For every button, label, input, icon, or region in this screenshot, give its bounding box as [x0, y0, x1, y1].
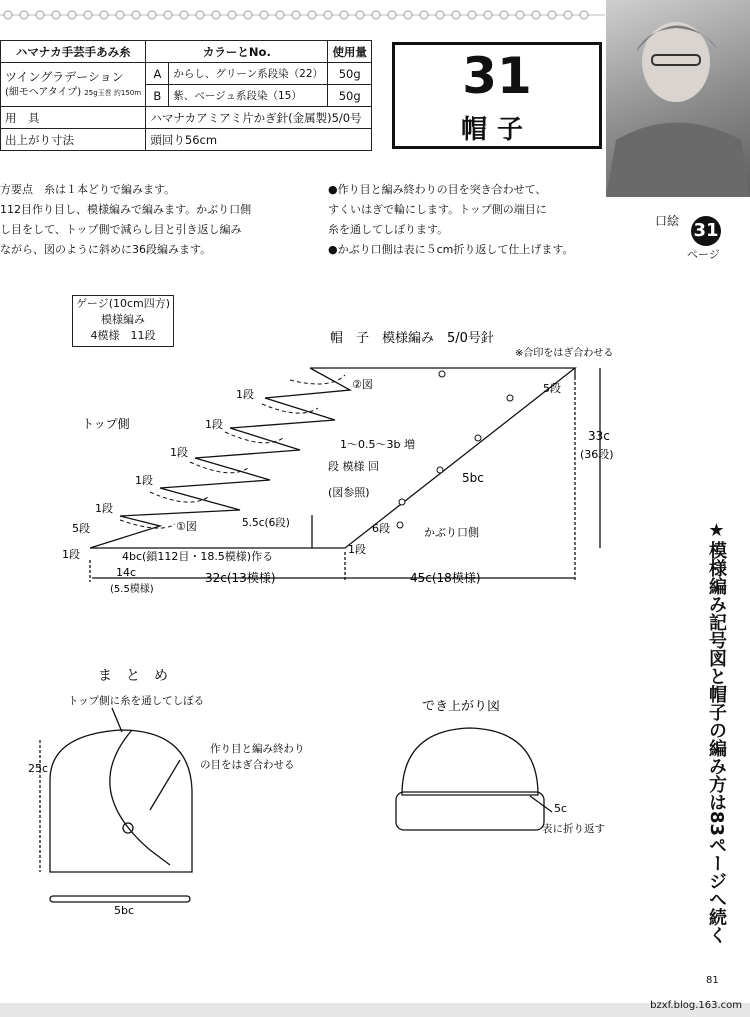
tool-value: ハマナカアミアミ片かぎ針(金属製)5/0号	[146, 107, 372, 129]
flower-icon	[580, 11, 588, 19]
color-key-a: A	[146, 63, 169, 85]
step-line	[230, 398, 335, 428]
note-line: ながら、図のように斜めに36段編みます。	[0, 243, 212, 256]
side-note: ★模様編み記号図と帽子の編み方は83ページへ続く	[706, 520, 727, 945]
flower-icon	[52, 11, 60, 19]
dim-32: 32c(13模様)	[205, 571, 276, 585]
row-label: 1段	[135, 474, 153, 487]
notes-right	[328, 180, 618, 260]
flower-icon	[20, 11, 28, 19]
size-label: 出上がり寸法	[1, 129, 146, 151]
seam-line	[110, 730, 170, 865]
sweater-shape	[606, 123, 750, 198]
color-b: 紫、ベージュ系段染（15）	[169, 85, 328, 107]
note-line: 糸を通してしぼります。	[328, 223, 449, 236]
hat-crown-shape	[402, 728, 538, 795]
six-rows-label: 6段	[372, 522, 390, 535]
pointer-line	[150, 760, 180, 810]
dim-55: (5.5模様)	[110, 584, 154, 595]
flower-icon	[452, 11, 460, 19]
summary-diagram	[0, 660, 360, 920]
flower-icon	[36, 11, 44, 19]
note-line: ●作り目と編み終わりの目を突き合わせて、	[328, 183, 547, 196]
flower-icon	[228, 11, 236, 19]
color-key-b: B	[146, 85, 169, 107]
flower-icon	[244, 11, 252, 19]
height-33: 33c	[588, 429, 610, 443]
flower-icon	[500, 11, 508, 19]
step-line	[120, 488, 240, 516]
flower-icon	[260, 11, 268, 19]
flower-icon	[436, 11, 444, 19]
cast-on-label: 4bc(鎖112目・18.5模様)作る	[122, 550, 274, 563]
size-value: 頭回り56cm	[146, 129, 372, 151]
summary-top-note: トップ側に糸を通してしぼる	[68, 695, 205, 707]
join-mark-icon	[397, 522, 403, 528]
brim-side-label: かぶり口側	[424, 526, 479, 539]
flower-icon	[180, 11, 188, 19]
diagram-note: ※合印をはぎ合わせる	[515, 348, 614, 359]
hat-brim-shape	[396, 792, 544, 830]
note-line: 112目作り目し、模様編みで編みます。かぶり口側	[0, 203, 252, 216]
flower-icon	[484, 11, 492, 19]
step-line	[195, 428, 300, 458]
flower-icon	[388, 11, 396, 19]
dim-45: 45c(18模様)	[410, 571, 481, 585]
row-label: 1段	[95, 502, 113, 515]
flower-icon	[372, 11, 380, 19]
rows-36: (36段)	[580, 448, 614, 461]
flower-row-icon	[4, 11, 588, 19]
step-line	[90, 516, 160, 548]
summary-title: ま と め	[98, 668, 168, 684]
photo-ref-suffix: ページ	[687, 248, 720, 261]
photo-ref-number: 31	[693, 220, 719, 241]
top-side-label: トップ側	[82, 417, 130, 431]
gauge-line: 模様編み	[101, 313, 145, 326]
knitting-diagram	[0, 320, 680, 610]
join-mark-icon	[439, 371, 445, 377]
row-label: 1段	[62, 548, 80, 561]
note-line: し目をして、トップ側で減らし目と引き返し編み	[0, 223, 242, 236]
model-photo	[606, 0, 750, 197]
spec-row-size	[1, 129, 372, 151]
summary-join-note-1: 作り目と編み終わり	[210, 743, 305, 755]
spec-header-yarn: ハマナカ手芸手あみ糸	[1, 41, 146, 63]
photo-ref-prefix: 口絵	[655, 214, 680, 228]
flower-icon	[548, 11, 556, 19]
flower-icon	[164, 11, 172, 19]
pattern-label: 段 模様 回	[328, 460, 379, 473]
finished-title: でき上がり図	[422, 700, 501, 714]
flower-icon	[116, 11, 124, 19]
flower-icon	[84, 11, 92, 19]
note-line: すくいはぎで輪にします。トップ側の端目に	[328, 203, 547, 216]
flower-icon	[276, 11, 284, 19]
spec-row-tool	[1, 107, 372, 129]
increase-label: 1～0.5～3b 増	[340, 438, 415, 451]
gauge-line: 4模様 11段	[90, 329, 156, 342]
flower-icon	[148, 11, 156, 19]
flower-icon	[68, 11, 76, 19]
finished-dim: 5c	[554, 802, 568, 815]
flower-icon	[404, 11, 412, 19]
spec-row-a	[1, 63, 372, 85]
flower-icon	[100, 11, 108, 19]
decorative-border	[0, 0, 605, 30]
spec-table	[0, 40, 372, 151]
gauge-line: ゲージ(10cm四方)	[75, 297, 171, 310]
strip-shape	[50, 896, 190, 902]
title-box	[392, 42, 602, 149]
dim-14: 14c	[116, 566, 137, 579]
pointer-line	[530, 796, 552, 812]
flower-icon	[516, 11, 524, 19]
summary-dim-25: 25c	[28, 762, 49, 775]
notes-left	[0, 180, 320, 260]
flower-icon	[420, 11, 428, 19]
amount-b: 50g	[328, 85, 372, 107]
flower-icon	[308, 11, 316, 19]
yarn-name: ツイングラデーション	[5, 69, 124, 84]
len-5bc: 5bc	[462, 471, 484, 485]
footer-bar	[0, 1003, 750, 1017]
dashed-curve	[120, 520, 175, 528]
refer-label: (図参照)	[328, 486, 370, 499]
amount-a: 50g	[328, 63, 372, 85]
row-label: 1段	[170, 446, 188, 459]
pointer-line	[112, 708, 122, 732]
color-a: からし、グリーン系段染（22）	[169, 63, 328, 85]
yarn-cell	[1, 63, 146, 107]
yarn-ball: 25g玉巻 約150m	[84, 88, 142, 97]
page-number: 81	[706, 975, 719, 986]
join-mark-icon	[507, 395, 513, 401]
tool-label: 用 具	[1, 107, 146, 129]
fig1-label: ①図	[176, 520, 197, 533]
height-label: 5.5c(6段)	[242, 517, 290, 529]
join-mark-icon	[437, 467, 443, 473]
photo-ref-badge	[691, 216, 721, 246]
flower-icon	[356, 11, 364, 19]
footer-text: bzxf.blog.163.com	[650, 1000, 742, 1011]
spec-header-color: カラーとNo.	[146, 41, 328, 63]
flower-icon	[4, 11, 12, 19]
pattern-title: 帽子	[460, 115, 533, 145]
finished-fold: 表に折り返す	[542, 823, 605, 835]
step-line	[160, 458, 270, 488]
note-line: 方要点 糸は１本どりで編みます。	[0, 183, 176, 196]
hat-outline	[50, 730, 192, 872]
row-label: 1段	[348, 543, 366, 556]
flower-icon	[468, 11, 476, 19]
diagram-title: 帽 子 模様編み 5/0号針	[330, 331, 494, 346]
summary-dim-5bc: 5bc	[114, 904, 135, 917]
flower-icon	[324, 11, 332, 19]
right-5-rows: 5段	[543, 382, 561, 395]
flower-icon	[292, 11, 300, 19]
join-mark-icon	[399, 499, 405, 505]
fig2-label: ②図	[352, 378, 373, 391]
flower-icon	[132, 11, 140, 19]
note-line: ●かぶり口側は表に５cm折り返して仕上げます。	[328, 243, 574, 256]
row-label: 1段	[236, 388, 254, 401]
yarn-sub: (細モヘアタイプ)	[5, 86, 82, 98]
pattern-number: 31	[462, 47, 532, 105]
flower-icon	[212, 11, 220, 19]
flower-icon	[532, 11, 540, 19]
finished-diagram	[380, 700, 630, 860]
spec-header-amount: 使用量	[328, 41, 372, 63]
flower-icon	[564, 11, 572, 19]
flower-icon	[196, 11, 204, 19]
dashed-curve	[225, 432, 283, 443]
diagram-outline	[90, 368, 575, 548]
flower-icon	[340, 11, 348, 19]
spec-header-row	[1, 41, 372, 63]
row-label: 1段	[205, 418, 223, 431]
join-mark-icon	[475, 435, 481, 441]
left-5-rows: 5段	[72, 522, 90, 535]
summary-join-note-2: の目をはぎ合わせる	[200, 759, 295, 771]
model-photo-image	[606, 0, 750, 197]
